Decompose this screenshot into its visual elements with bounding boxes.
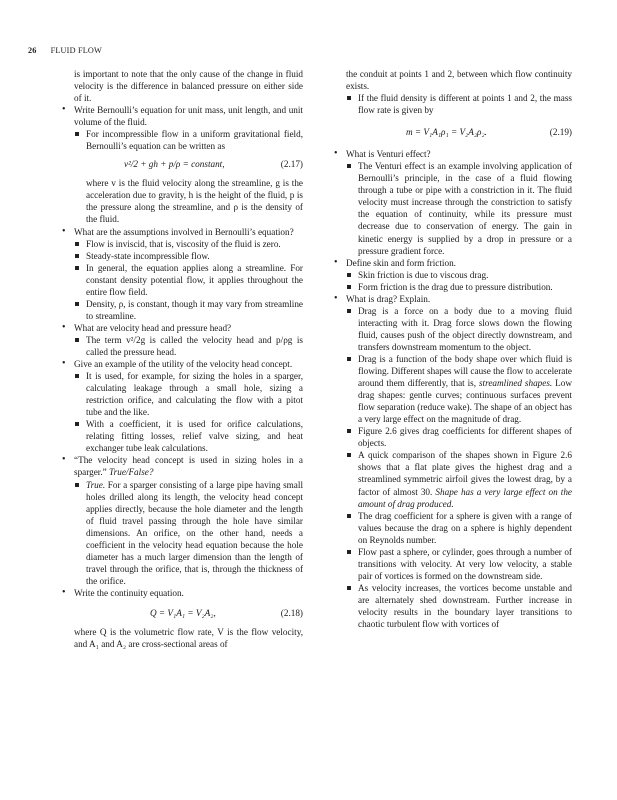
answer-item: Drag is a force on a body due to a moving fluid interacting with it. Drag force slows down the flowing fluid, causes push of the object directly downstream, and transfers downstream momentum to the object. [334, 305, 572, 353]
answer-item [62, 479, 303, 587]
answer-item: Figure 2.6 gives drag coefficients for different shapes of objects. [334, 425, 572, 449]
question-drag: • What is drag? Explain. [334, 293, 572, 305]
answer-item: In general, the equation applies along a streamline. For constant density potential flow, it applies throughout the entire flow field. [62, 262, 303, 298]
answer-item: As velocity increases, the vortices become unstable and are alternately shed downstream. Further increase in velocity results in the boundary layer transitions to chaotic turbulent flow with vortices of [334, 582, 572, 630]
equation-number: (2.18) [280, 607, 303, 618]
answer-item: The term v²/2g is called the velocity head and p/ρg is called the pressure head. [62, 334, 303, 358]
answer-item: For incompressible flow in a uniform gravitational field, Bernoulli’s equation can be written as [62, 128, 303, 152]
answer-item: The drag coefficient for a sphere is given with a range of values because the drag on a sphere is highly dependent on Reynolds number. [334, 510, 572, 546]
answer-item: Flow is inviscid, that is, viscosity of the fluid is zero. [62, 238, 303, 250]
equation-number: (2.17) [280, 159, 303, 170]
answer-text: For a sparger consisting of a large pipe having small holes drilled along its length, the velocity head concept applies directly, because the hole diameter and the length of fluid travel passing through the hole have similar dimensions. An orifice, on the other hand, needs a coefficient in the velocity head equation because the hole diameter has a much larger dimension than the length of travel through the orifice, that is, through the thickness of the orifice. [86, 479, 303, 586]
running-title: FLUID FLOW [50, 46, 102, 55]
emphasis-text: streamlined shapes. [478, 378, 553, 389]
paragraph: the conduit at points 1 and 2, between which flow continuity exists. [346, 69, 572, 92]
question-bernoulli-assumptions: • What are the assumptions involved in Bernoulli’s equation? [62, 226, 303, 238]
answer-item: Form friction is the drag due to pressure distribution. [334, 281, 572, 293]
answer-item: Steady-state incompressible flow. [62, 250, 303, 262]
answer-item: Skin friction is due to viscous drag. [334, 269, 572, 281]
equation-body: Q = V₁A₁ = V₂A₂, [150, 607, 216, 618]
answer-text: Drag is a function of the body shape over which fluid is flowing. Different shapes will cause the flow to accelerate around them differently, that is, [358, 353, 572, 389]
answer-item: The Venturi effect is an example involving application of Bernoulli’s principle, in the case of a fluid flowing through a tube or pipe with a constriction in it. The fluid velocity must increase through the constriction to satisfy the equation of continuity, while its pressure must decrease due to conservation of energy. The gain in kinetic energy is supplied by a drop in pressure or a pressure gradient force. [334, 160, 572, 256]
answer-item: Density, ρ, is constant, though it may vary from streamline to streamline. [62, 298, 303, 322]
equation-2-19 [334, 123, 572, 142]
question-velocity-head-utility: • Give an example of the utility of the velocity head concept. [62, 358, 303, 370]
question-velocity-head: • What are velocity head and pressure head? [62, 322, 303, 334]
paragraph: is important to note that the only cause of the change in fluid velocity is the difference in balanced pressure on either side of it. [74, 69, 303, 104]
running-header [28, 46, 102, 55]
answer-item: Flow past a sphere, or cylinder, goes through a number of transitions with velocity. At very low velocity, a stable pair of vortices is formed on the downstream side. [334, 546, 572, 582]
answer-text: A quick comparison of the shapes shown in Figure 2.6 shows that a flat plate gives the highest drag and a streamlined symmetric airfoil gives the lowest drag, by a factor of almost 30. [358, 450, 572, 497]
true-false-label: True/False? [109, 467, 154, 478]
equation-2-17 [62, 155, 303, 174]
paragraph: where v is the fluid velocity along the streamline, g is the acceleration due to gravity, h is the height of the fluid, p is the pressure along the streamline, and ρ is the density of the fluid. [86, 178, 303, 225]
right-column [334, 68, 572, 630]
question-continuity: • Write the continuity equation. [62, 587, 303, 599]
question-skin-form-friction: • Define skin and form friction. [334, 257, 572, 269]
answer-label: True. [86, 479, 106, 490]
emphasis-text: Shape has a very large effect on the amount of drag produced. [358, 486, 573, 509]
equation-2-18 [62, 604, 303, 623]
answer-item: It is used, for example, for sizing the holes in a sparger, calculating leakage through a small hole, sizing a restriction orifice, and calculating the flow with a pitot tube and the like. [62, 370, 303, 418]
paragraph: where Q is the volumetric flow rate, V is the flow velocity, and A₁ and A₂ are cross-sectional areas of [74, 626, 303, 650]
equation-body: v²/2 + gh + p/ρ = constant, [124, 159, 225, 170]
question-venturi: • What is Venturi effect? [334, 148, 572, 160]
answer-item: If the fluid density is different at points 1 and 2, the mass flow rate is given by [334, 92, 572, 116]
question-bernoulli-equation: • Write Bernoulli’s equation for unit mass, unit length, and unit volume of the fluid. [62, 104, 303, 128]
equation-body: m = V₁A₁ρ₁ = V₂A₂ρ₂. [406, 127, 487, 138]
answer-item: With a coefficient, it is used for orifice calculations, relating fitting losses, relief valve sizing, and heat exchanger tube leak calculations. [62, 418, 303, 454]
answer-item [334, 353, 572, 425]
page-number: 26 [28, 46, 37, 55]
equation-number: (2.19) [549, 127, 572, 138]
question-sparger [62, 454, 303, 478]
left-column [62, 68, 303, 650]
question-text: “The velocity head concept is used in sizing holes in a sparger.” [74, 455, 303, 478]
answer-item [334, 449, 572, 509]
answer-text: Low drag shapes: gentle curves; continuous surfaces prevent flow separation (reduce wake). The shape of an object has a very large effect on the magnitude of drag. [358, 378, 572, 425]
